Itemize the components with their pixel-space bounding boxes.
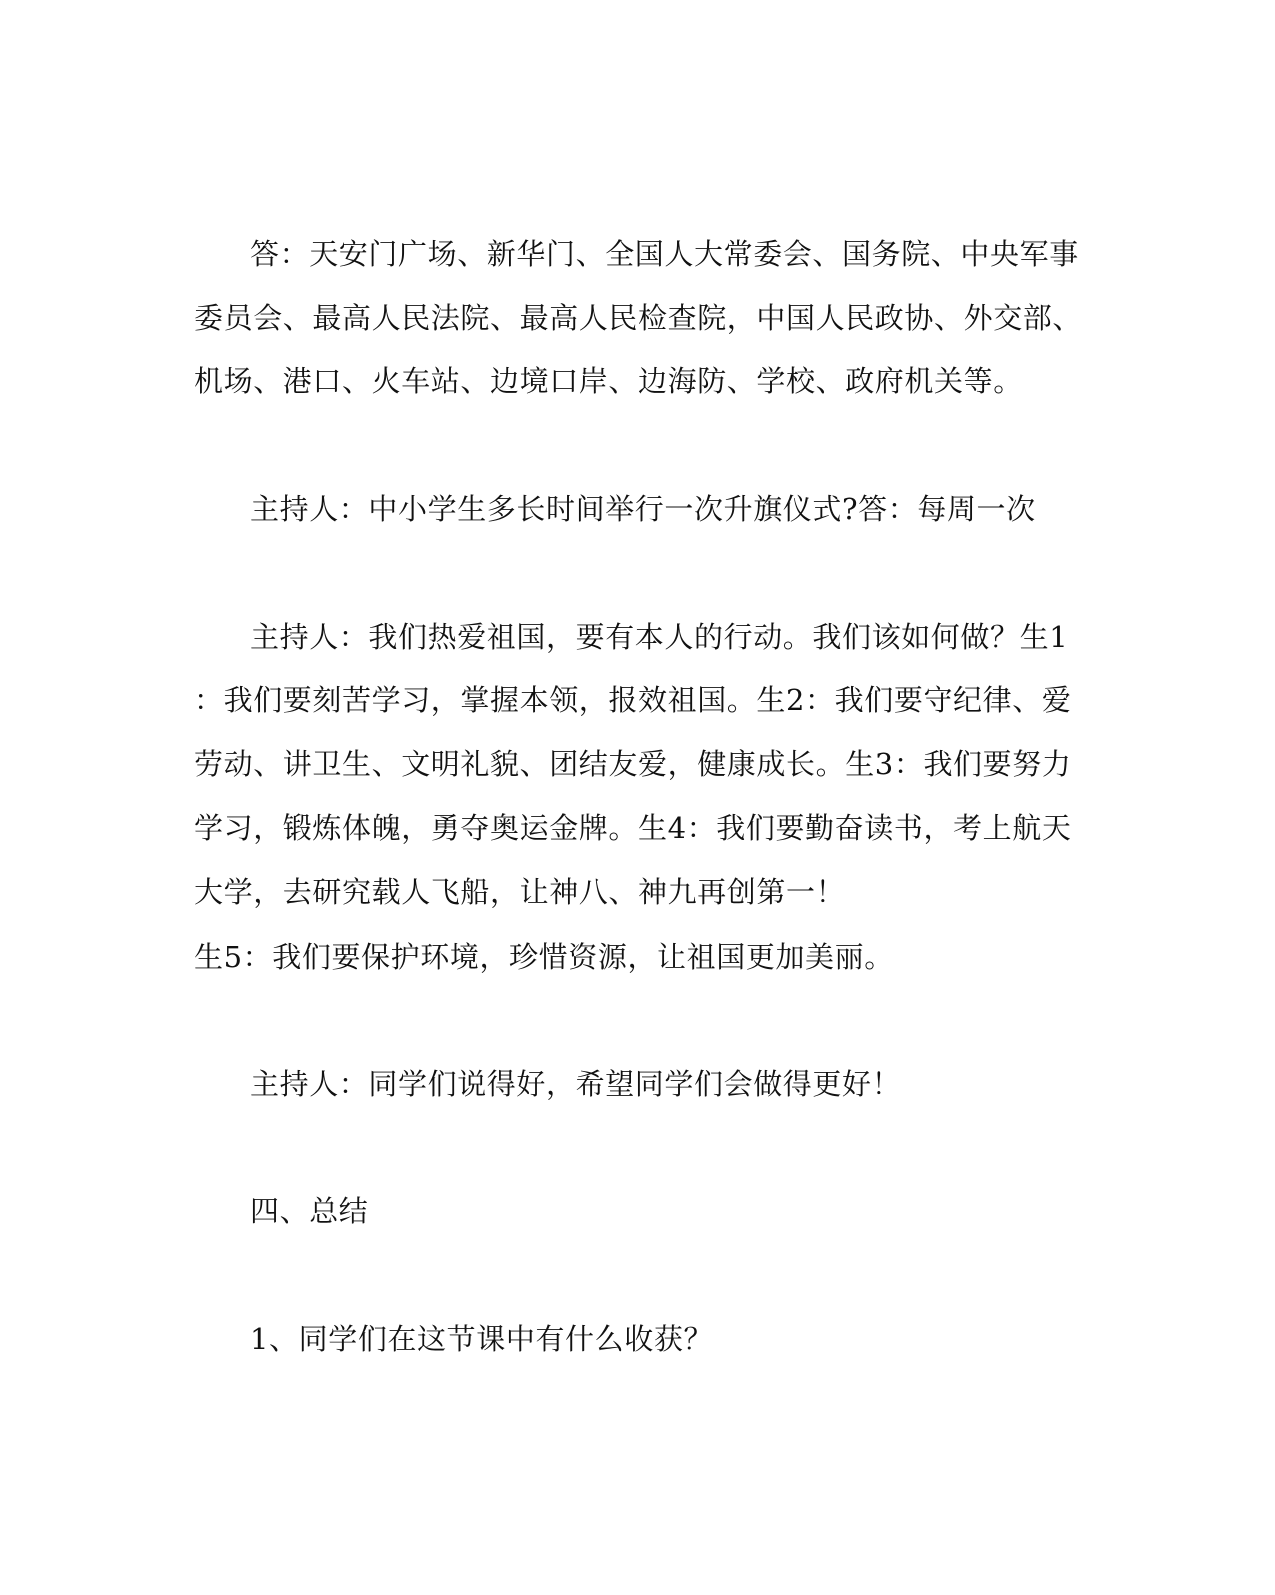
paragraph-line: 大学，去研究载人飞船，让神八、神九再创第一！ (194, 875, 846, 909)
paragraph-line: 主持人：同学们说得好，希望同学们会做得更好！ (250, 1067, 902, 1101)
paragraph-line: 答：天安门广场、新华门、全国人大常委会、国务院、中央军事 (250, 237, 1079, 271)
section-heading: 四、总结 (250, 1194, 369, 1228)
paragraph-line: 学习，锻炼体魄，勇夺奥运金牌。生4：我们要勤奋读书，考上航天 (194, 811, 1072, 845)
paragraph-line: 委员会、最高人民法院、最高人民检查院，中国人民政协、外交部、 (194, 301, 1083, 335)
paragraph-line: 劳动、讲卫生、文明礼貌、团结友爱，健康成长。生3：我们要努力 (194, 747, 1072, 781)
list-item: 1、同学们在这节课中有什么收获？ (250, 1322, 714, 1356)
paragraph-line: 生5：我们要保护环境，珍惜资源，让祖国更加美丽。 (194, 940, 894, 974)
paragraph-line: 主持人：我们热爱祖国，要有本人的行动。我们该如何做？生1 (250, 620, 1069, 654)
paragraph-line: 主持人：中小学生多长时间举行一次升旗仪式?答：每周一次 (250, 492, 1036, 526)
paragraph-line: 机场、港口、火车站、边境口岸、边海防、学校、政府机关等。 (194, 364, 1023, 398)
paragraph-line: ：我们要刻苦学习，掌握本领，报效祖国。生2：我们要守纪律、爱 (194, 683, 1072, 717)
